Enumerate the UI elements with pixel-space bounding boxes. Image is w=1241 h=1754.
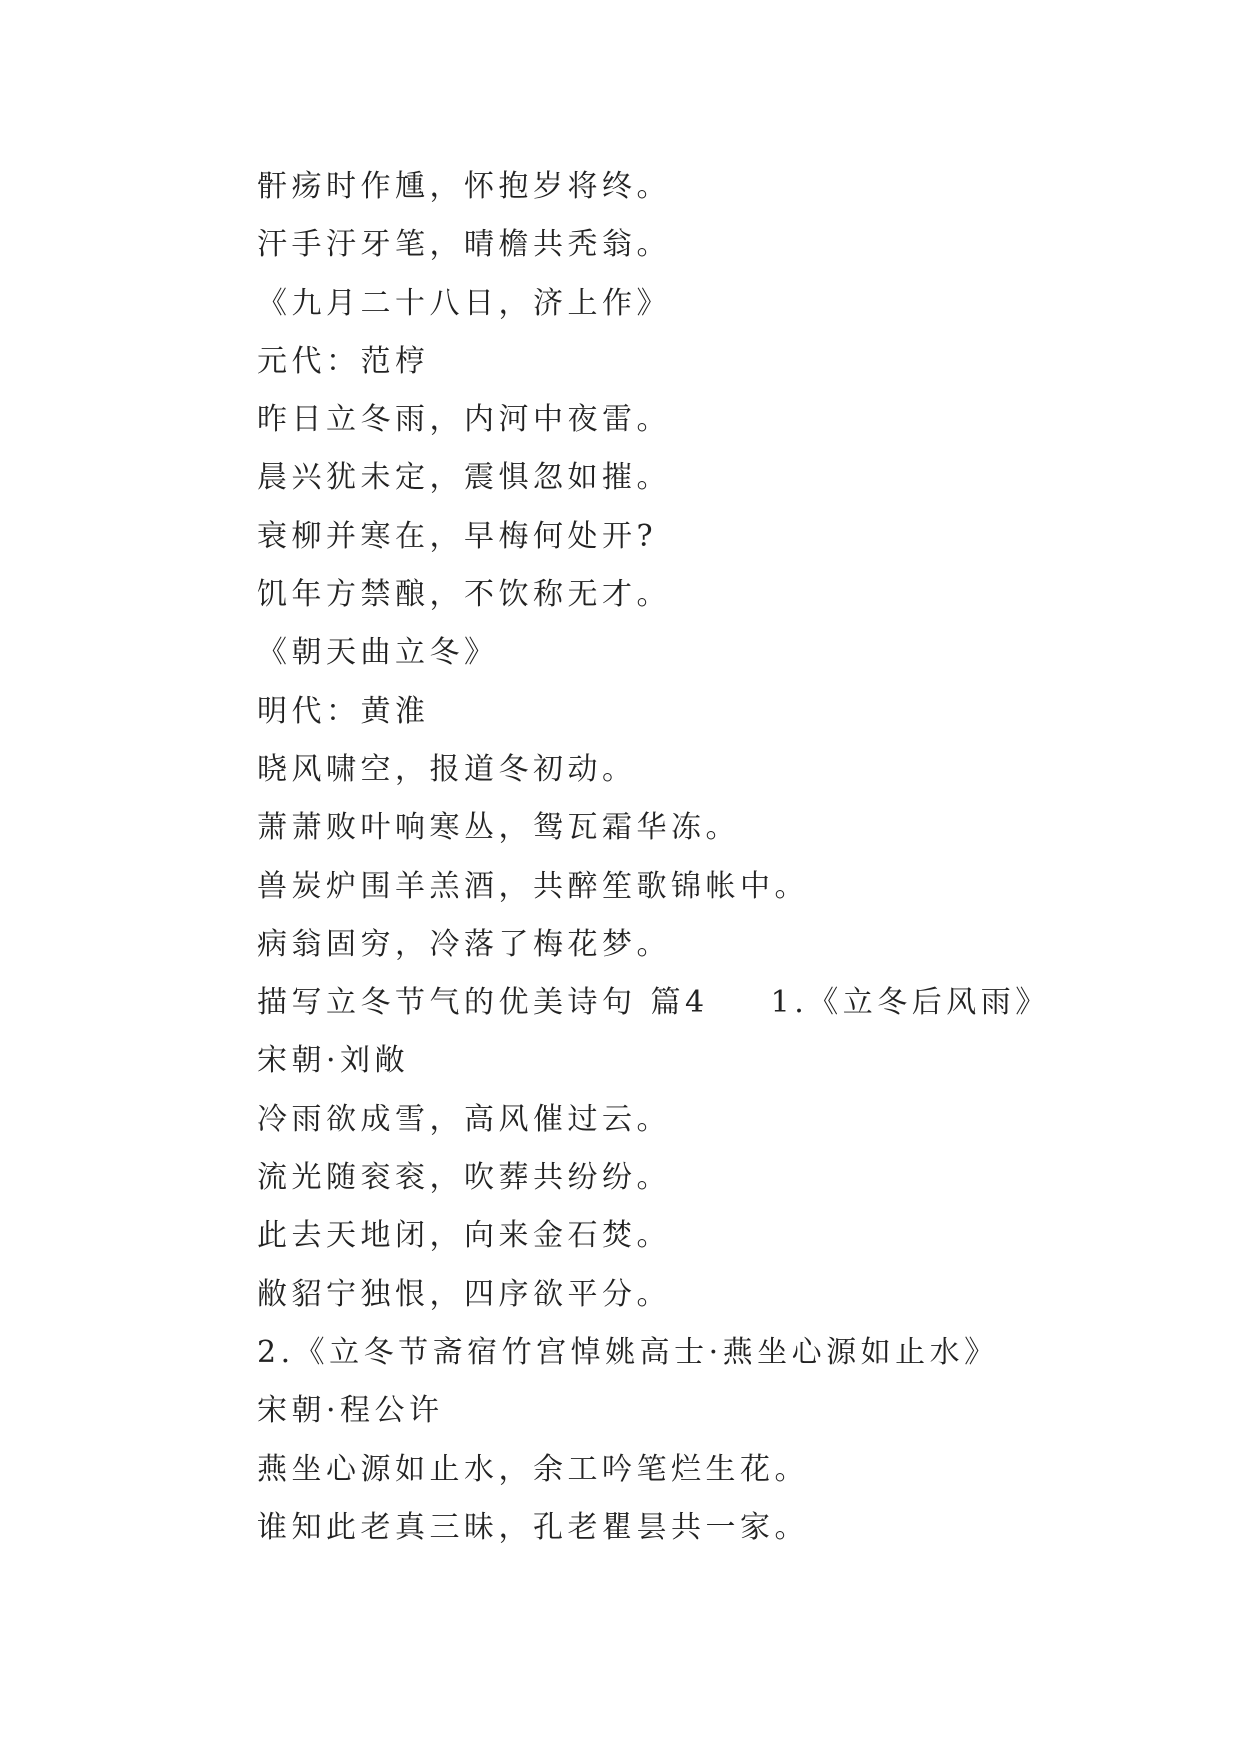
poem-line: 谁知此老真三昧，孔老瞿昙共一家。: [257, 1509, 809, 1545]
poem-line: 晓风啸空，报道冬初动。: [257, 751, 637, 787]
section-heading-label: 描写立冬节气的优美诗句 篇4: [257, 985, 709, 1021]
poem-line: 萧萧败叶响寒丛，鸳瓦霜华冻。: [257, 810, 740, 846]
poem-author: 宋朝·刘敞: [257, 1043, 410, 1079]
poem-title: 《朝天曲立冬》: [257, 635, 499, 671]
poem-line: 昨日立冬雨，内河中夜雷。: [257, 402, 671, 438]
poem-line: 衰柳并寒在，早梅何处开?: [257, 518, 658, 554]
section-heading: [257, 974, 1057, 1032]
poem-author: 元代：范梈: [257, 343, 430, 379]
poem-line: 晨兴犹未定，震惧忽如摧。: [257, 460, 671, 496]
poem-line: 流光随衮衮，吹葬共纷纷。: [257, 1160, 671, 1196]
poem-author: 宋朝·程公许: [257, 1393, 444, 1429]
poem-text-body: [257, 158, 1057, 1557]
poem-line: 骭疡时作尰，怀抱岁将终。: [257, 169, 671, 204]
poem-line: 病翁固穷，冷落了梅花梦。: [257, 926, 671, 962]
poem-title: 2.《立冬节斋宿竹宫悼姚高士·燕坐心源如止水》: [257, 1334, 999, 1370]
poem-line: 燕坐心源如止水，余工吟笔烂生花。: [257, 1451, 809, 1487]
poem-line: 敝貂宁独恨，四序欲平分。: [257, 1276, 671, 1312]
poem-line: 饥年方禁酿，不饮称无才。: [257, 577, 671, 613]
poem-author: 明代：黄淮: [257, 693, 430, 729]
poem-title: 《九月二十八日，济上作》: [257, 285, 671, 321]
poem-line: 冷雨欲成雪，高风催过云。: [257, 1101, 671, 1137]
poem-line: 汗手汙牙笔，晴檐共秃翁。: [257, 227, 671, 263]
poem-line: 兽炭炉围羊羔酒，共醉笙歌锦帐中。: [257, 868, 809, 904]
poem-line: 此去天地闭，向来金石焚。: [257, 1218, 671, 1254]
poem-title: 1.《立冬后风雨》: [770, 985, 1050, 1021]
